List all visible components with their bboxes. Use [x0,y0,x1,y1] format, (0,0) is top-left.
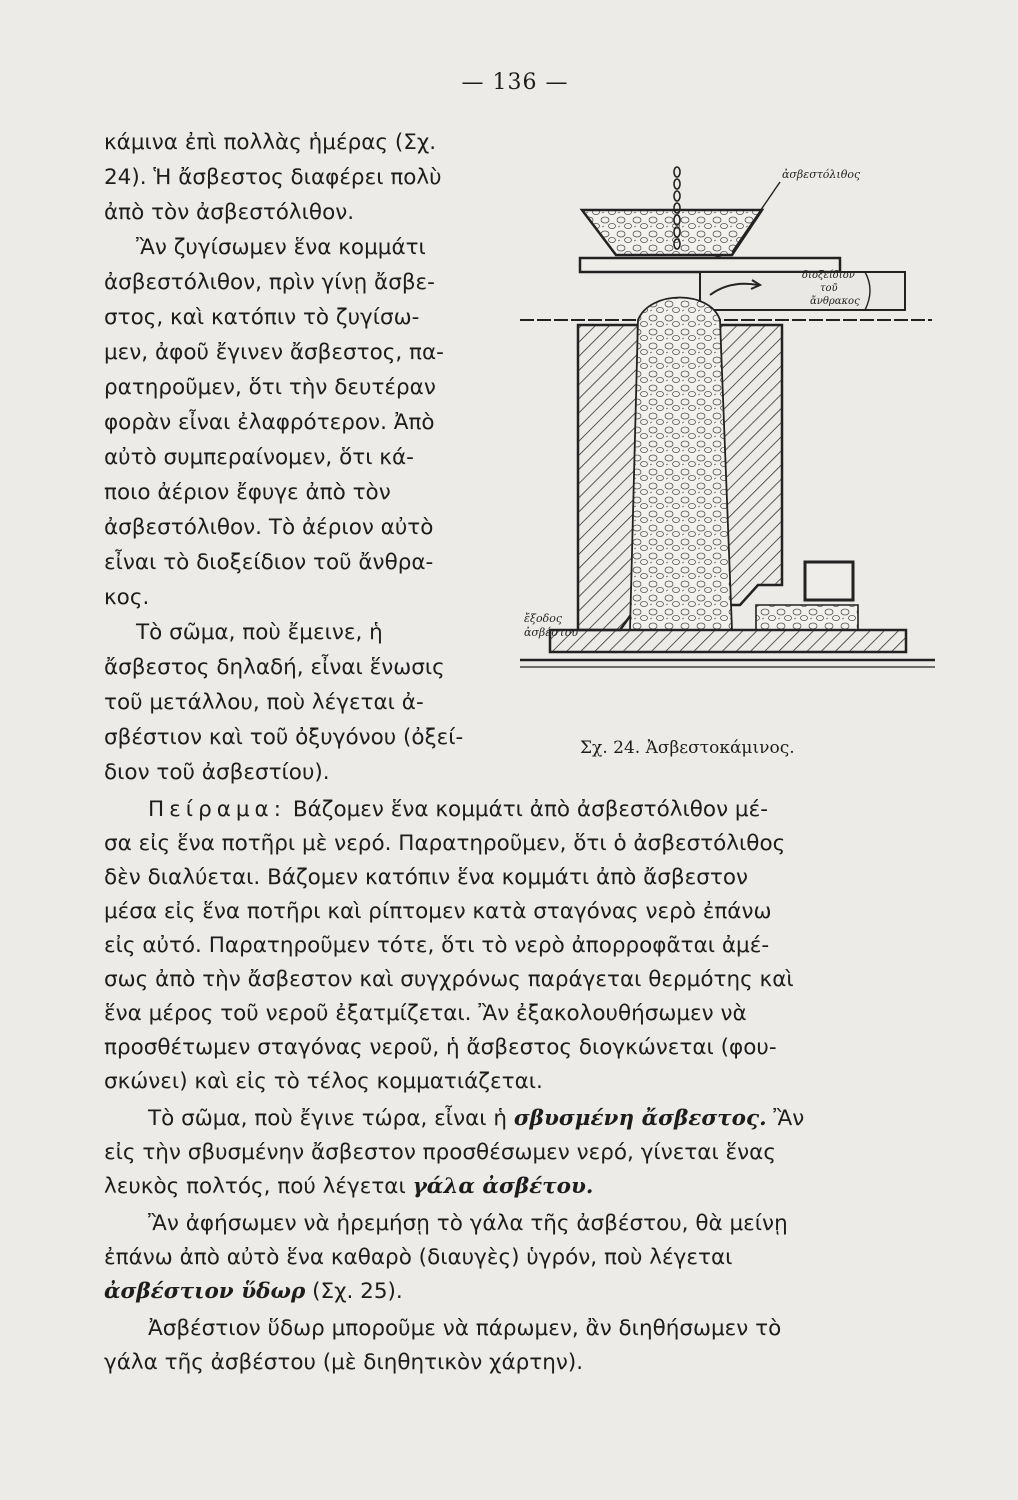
text-line: τοῦ μετάλλου, ποὺ λέγεται ἀ- [104,690,424,715]
text-line: στος, καὶ κατόπιν τὸ ζυγίσω- [104,305,420,330]
label-limestone: ἀσβεστόλιθος [782,168,861,181]
kiln-top-plate [580,258,840,272]
text-line: ἄσβεστος δηλαδή, εἶναι ἕνωσις [104,655,445,680]
text-line: Τὸ σῶμα, ποὺ ἔγινε τώρα, εἶναι ἡ σβυσμένη ἄσβεστος. Ἂν [148,1106,805,1131]
chain [674,167,680,249]
text-line: διον τοῦ ἀσβεστίου). [104,760,330,785]
experiment-heading: Πείραμα: [148,797,286,822]
kiln-base [550,630,906,652]
text-line: κος. [104,585,150,610]
text-line: αὐτὸ συμπεραίνομεν, ὅτι κά- [104,445,414,470]
text-line: προσθέτωμεν σταγόνας νεροῦ, ἡ ἄσβεστος διογκώνεται (φου- [104,1035,777,1060]
coal-bed [756,605,858,630]
text-line: Ἂν ἀφήσωμεν νὰ ἠρεμήσῃ τὸ γάλα τῆς ἀσβέστου, θὰ μείνῃ [148,1211,788,1236]
lime-kiln-illustration [520,160,940,720]
text-line: ρατηροῦμεν, ὅτι τὴν δευτέραν [104,375,436,400]
label-exit-1: ἔξοδος [524,612,562,625]
text-line: εἶναι τὸ διοξείδιον τοῦ ἄνθρα- [104,550,434,575]
text-line: ἀσβέστιον ὕδωρ (Σχ. 25). [104,1279,403,1304]
text-line: σκώνει) καὶ εἰς τὸ τέλος κομματιάζεται. [104,1069,543,1094]
text-line: εἰς αὐτό. Παρατηροῦμεν τότε, ὅτι τὸ νερὸ ἀπορροφᾶται ἀμέ- [104,933,770,958]
text-line: ἀπὸ τὸν ἀσβεστόλιθον. [104,200,355,225]
text-line: κάμινα ἐπὶ πολλὰς ἡμέρας (Σχ. [104,130,437,155]
term-slaked-lime: σβυσμένη ἄσβεστος. [513,1106,767,1131]
text-line: εἰς τὴν σβυσμένην ἄσβεστον προσθέσωμεν νερό, γίνεται ἕνας [104,1140,776,1165]
label-exit-2: ἀσβέστου [524,626,579,639]
text-line: ἕνα μέρος τοῦ νεροῦ ἐξατμίζεται. Ἂν ἐξακολουθήσωμεν νὰ [104,1001,747,1026]
term-milk-of-lime: γάλα ἀσβέτου. [412,1174,594,1199]
text-line: σα εἰς ἕνα ποτῆρι μὲ νερό. Παρατηροῦμεν, ὅτι ὁ ἀσβεστόλιθος [104,831,786,856]
text-line: Ἀσβέστιον ὕδωρ μποροῦμε νὰ πάρωμεν, ἂν διηθήσωμεν τὸ [148,1316,782,1341]
text-line: δὲν διαλύεται. Βάζομεν κατόπιν ἕνα κομμάτι ἀπὸ ἄσβεστον [104,865,749,890]
text-line: γάλα τῆς ἀσβέστου (μὲ διηθητικὸν χάρτην). [104,1350,584,1375]
figure-caption: Σχ. 24. Ἀσβεστοκάμινος. [580,738,795,758]
fire-door [805,562,853,600]
text-line: σβέστιον καὶ τοῦ ὀξυγόνου (ὀξεί- [104,725,464,750]
label-co2-3: ἄνθρακος [810,296,860,307]
term-lime-water: ἀσβέστιον ὕδωρ [104,1279,306,1304]
kiln-charge [630,298,732,631]
text-line: ἀσβεστόλιθον. Τὸ ἀέριον αὐτὸ [104,515,434,540]
text-line: ἐπάνω ἀπὸ αὐτὸ ἕνα καθαρὸ (διαυγὲς) ὑγρόν, ποὺ λέγεται [104,1245,733,1270]
page-number: — 136 — [461,70,569,95]
text-line: μέσα εἰς ἕνα ποτῆρι καὶ ρίπτομεν κατὰ σταγόνας νερὸ ἐπάνω [104,899,772,924]
text-line: σως ἀπὸ τὴν ἄσβεστον καὶ συγχρόνως παράγεται θερμότης καὶ [104,967,794,992]
experiment-first-line: Βάζομεν ἕνα κομμάτι ἀπὸ ἀσβεστόλιθον μέ- [292,797,768,822]
text-line: ποιο ἀέριον ἔφυγε ἀπὸ τὸν [104,480,391,505]
text-line: Ἂν ζυγίσωμεν ἕνα κομμάτι [136,235,426,260]
text-line: 24). Ἡ ἄσβεστος διαφέρει πολὺ [104,165,442,190]
text-line: φορὰν εἶναι ἐλαφρότερον. Ἀπὸ [104,410,435,435]
text-line: Τὸ σῶμα, ποὺ ἔμεινε, ἡ [136,620,383,645]
text-line: λευκὸς πολτός, πού λέγεται γάλα ἀσβέτου. [104,1174,594,1199]
label-co2-2: τοῦ [820,283,838,294]
text-line [148,795,768,825]
text-line: μεν, ἀφοῦ ἔγινεν ἄσβεστος, πα- [104,340,444,365]
kiln-wall-left [578,325,638,630]
text-line: ἀσβεστόλιθον, πρὶν γίνῃ ἄσβε- [104,270,435,295]
label-co2-1: διοξείδιον [802,270,855,281]
